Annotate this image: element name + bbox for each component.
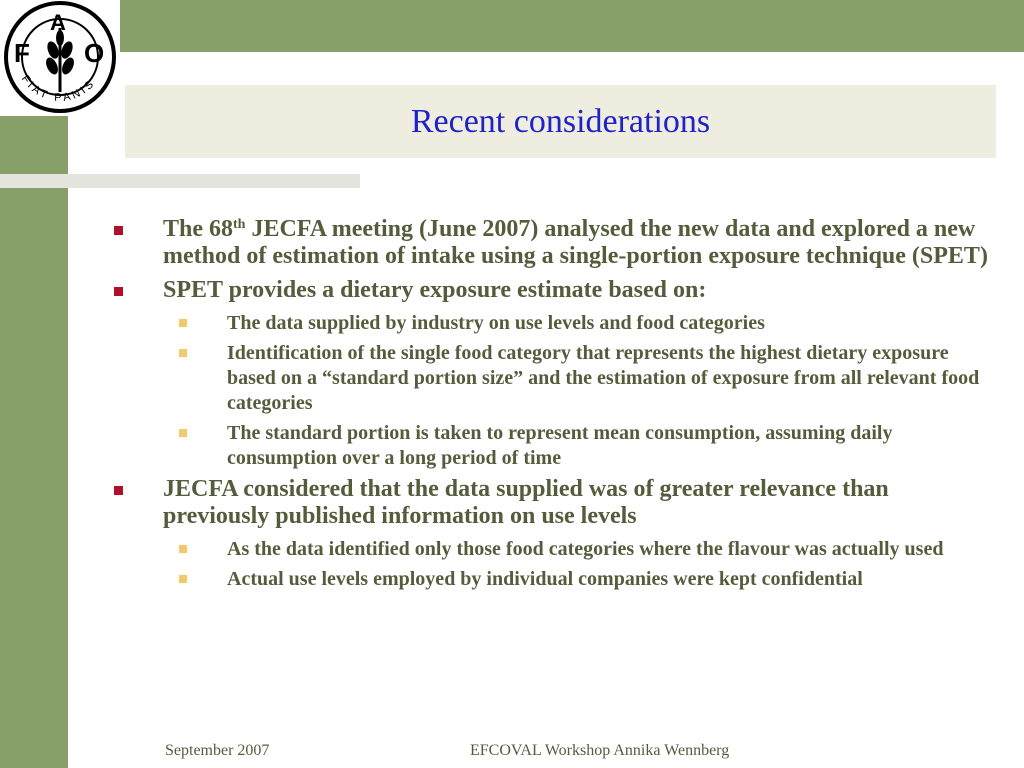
square-bullet-icon [114, 226, 123, 235]
title-divider [0, 174, 360, 188]
square-bullet-icon [179, 429, 187, 437]
square-bullet-icon [179, 575, 187, 583]
logo-motto: FIAT PANIS [18, 73, 99, 104]
square-bullet-icon [114, 486, 123, 495]
square-bullet-icon [179, 319, 187, 327]
fao-logo [0, 0, 120, 116]
square-bullet-icon [114, 287, 123, 296]
square-bullet-icon [179, 545, 187, 553]
header-band [120, 0, 1024, 52]
footer-date: September 2007 [165, 742, 270, 759]
slide-content [110, 216, 990, 597]
sub-bullet-item: The data supplied by industry on use levels and food categories [110, 311, 990, 336]
bullet-item: SPET provides a dietary exposure estimate based on: [110, 277, 990, 304]
square-bullet-icon [179, 349, 187, 357]
sub-bullet-item: The standard portion is taken to represent mean consumption, assuming daily consumption over a long period of time [110, 421, 990, 471]
logo-letter-a: A [50, 10, 66, 35]
logo-letter-o: O [84, 38, 105, 68]
slide-title: Recent considerations [410, 102, 711, 140]
bullet-item: JECFA considered that the data supplied was of greater relevance than previously published information on use levels [110, 476, 990, 530]
title-box [125, 85, 996, 158]
sub-bullet-item: As the data identified only those food categories where the flavour was actually used [110, 537, 990, 562]
left-band [0, 116, 68, 768]
bullet-item: The 68th JECFA meeting (June 2007) analysed the new data and explored a new method of estimation of intake using a single-portion exposure technique (SPET) [110, 216, 990, 270]
logo-letter-f: F [14, 38, 30, 68]
footer-event: EFCOVAL Workshop Annika Wennberg [470, 742, 730, 759]
sub-bullet-item: Actual use levels employed by individual companies were kept confidential [110, 567, 990, 592]
sub-bullet-item: Identification of the single food category that represents the highest dietary exposure based on a “standard portion size” and the estimation of exposure from all relevant food categories [110, 341, 990, 416]
